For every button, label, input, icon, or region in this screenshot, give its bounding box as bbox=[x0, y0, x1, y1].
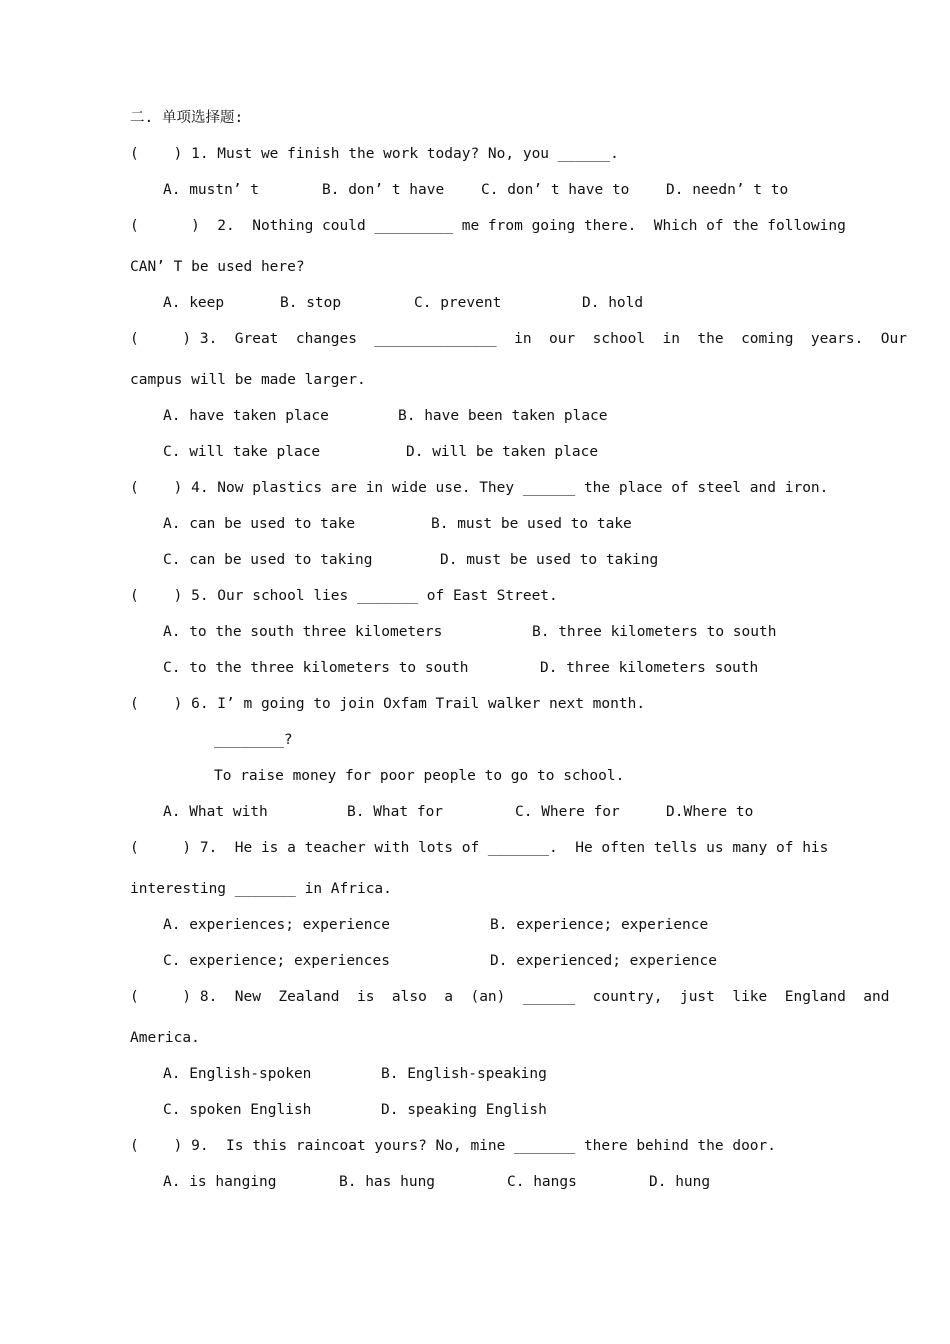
q5-option-a: A. to the south three kilometers bbox=[163, 624, 443, 640]
q8-option-c: C. spoken English bbox=[163, 1102, 312, 1118]
q3-option-a: A. have taken place bbox=[163, 408, 329, 424]
question-8-stem: ( ) 8. New Zealand is also a (an) ______ country, just like England and bbox=[130, 989, 890, 1005]
question-7-stem: ( ) 7. He is a teacher with lots of _______. He often tells us many of his bbox=[130, 840, 829, 856]
q9-option-b: B. has hung bbox=[339, 1174, 436, 1190]
q6-dialog-line-1: ________? bbox=[214, 732, 293, 748]
q1-option-c: C. don’ t have to bbox=[481, 182, 630, 198]
q6-dialog-line-2: To raise money for poor people to go to school. bbox=[214, 768, 625, 784]
q2-option-b: B. stop bbox=[280, 295, 342, 311]
q9-option-a: A. is hanging bbox=[163, 1174, 277, 1190]
q4-option-a: A. can be used to take bbox=[163, 516, 356, 532]
q2-option-d: D. hold bbox=[582, 295, 644, 311]
question-9-stem: ( ) 9. Is this raincoat yours? No, mine _______ there behind the door. bbox=[130, 1138, 777, 1154]
question-2-stem-continued: CAN’ T be used here? bbox=[130, 259, 305, 275]
q9-option-d: D. hung bbox=[649, 1174, 711, 1190]
q5-option-b: B. three kilometers to south bbox=[532, 624, 777, 640]
q7-option-a: A. experiences; experience bbox=[163, 917, 390, 933]
question-3-stem-continued: campus will be made larger. bbox=[130, 372, 366, 388]
q1-option-d: D. needn’ t to bbox=[666, 182, 789, 198]
q7-option-b: B. experience; experience bbox=[490, 917, 709, 933]
q2-option-c: C. prevent bbox=[414, 295, 502, 311]
q1-option-b: B. don’ t have bbox=[322, 182, 445, 198]
question-3-stem: ( ) 3. Great changes ______________ in our school in the coming years. Our bbox=[130, 331, 907, 347]
question-4-stem: ( ) 4. Now plastics are in wide use. They ______ the place of steel and iron. bbox=[130, 480, 829, 496]
q3-option-c: C. will take place bbox=[163, 444, 321, 460]
q8-option-a: A. English-spoken bbox=[163, 1066, 312, 1082]
question-2-stem: ( ) 2. Nothing could _________ me from going there. Which of the following bbox=[130, 218, 846, 234]
section-title: 二. 单项选择题: bbox=[130, 110, 244, 126]
q6-option-d: D.Where to bbox=[666, 804, 754, 820]
q9-option-c: C. hangs bbox=[507, 1174, 577, 1190]
q7-option-c: C. experience; experiences bbox=[163, 953, 390, 969]
question-7-stem-continued: interesting _______ in Africa. bbox=[130, 881, 392, 897]
q8-option-d: D. speaking English bbox=[381, 1102, 547, 1118]
q4-option-c: C. can be used to taking bbox=[163, 552, 373, 568]
q4-option-b: B. must be used to take bbox=[431, 516, 632, 532]
q7-option-d: D. experienced; experience bbox=[490, 953, 717, 969]
question-6-stem: ( ) 6. I’ m going to join Oxfam Trail walker next month. bbox=[130, 696, 646, 712]
question-8-stem-continued: America. bbox=[130, 1030, 200, 1046]
q3-option-b: B. have been taken place bbox=[398, 408, 608, 424]
question-1-stem: ( ) 1. Must we finish the work today? No, you ______. bbox=[130, 146, 619, 162]
q8-option-b: B. English-speaking bbox=[381, 1066, 547, 1082]
q6-option-a: A. What with bbox=[163, 804, 268, 820]
q4-option-d: D. must be used to taking bbox=[440, 552, 659, 568]
q6-option-c: C. Where for bbox=[515, 804, 620, 820]
q1-option-a: A. mustn’ t bbox=[163, 182, 260, 198]
question-5-stem: ( ) 5. Our school lies _______ of East Street. bbox=[130, 588, 558, 604]
q2-option-a: A. keep bbox=[163, 295, 225, 311]
q5-option-d: D. three kilometers south bbox=[540, 660, 759, 676]
q5-option-c: C. to the three kilometers to south bbox=[163, 660, 469, 676]
q6-option-b: B. What for bbox=[347, 804, 444, 820]
q3-option-d: D. will be taken place bbox=[406, 444, 599, 460]
